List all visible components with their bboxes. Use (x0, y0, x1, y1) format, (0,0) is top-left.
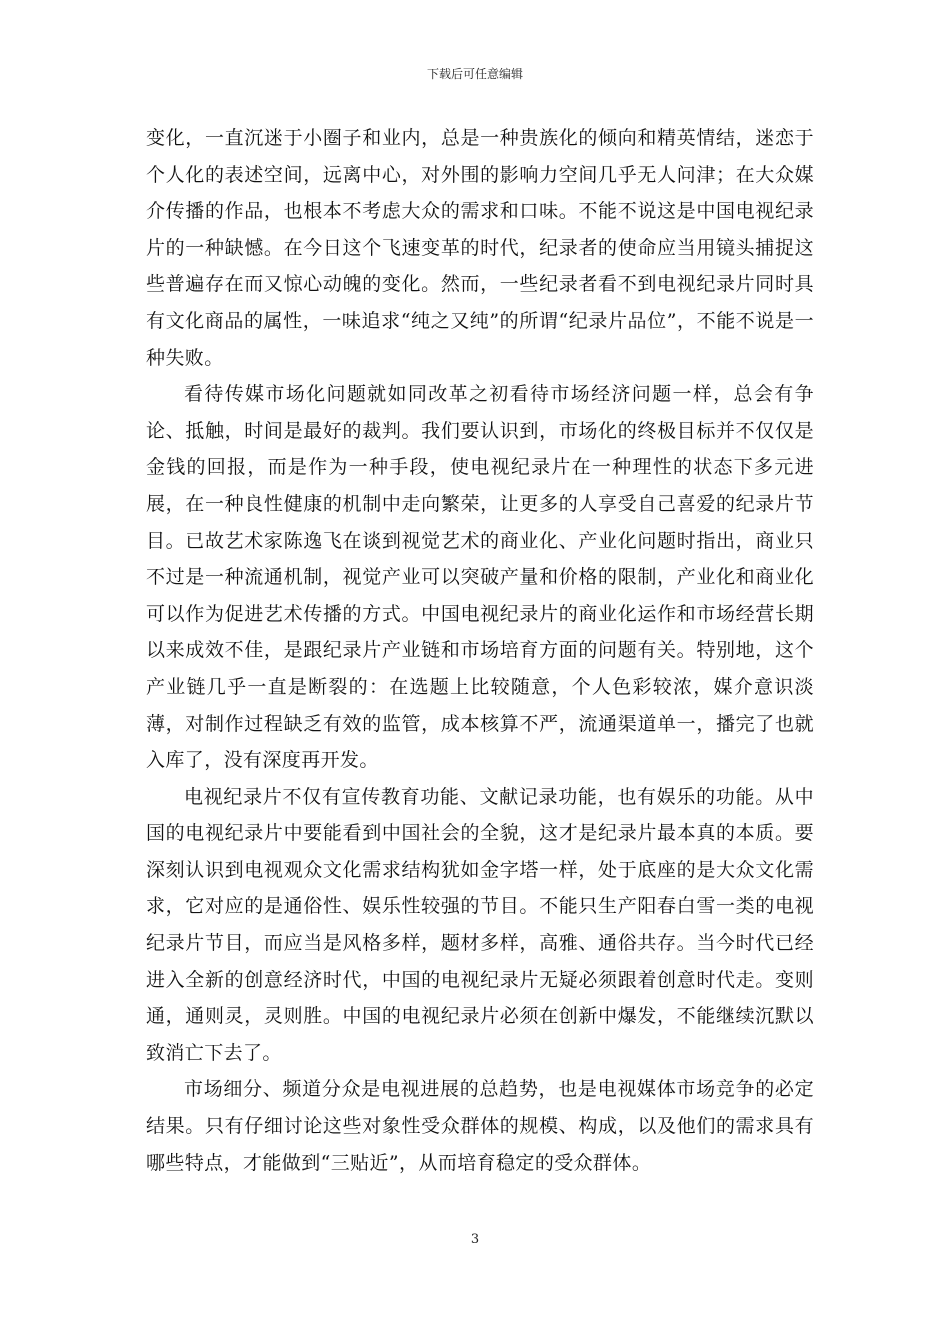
paragraph-4: 市场细分、频道分众是电视进展的总趋势，也是电视媒体市场竞争的必定结果。只有仔细讨论这些对象性受众群体的规模、构成，以及他们的需求具有哪些特点，才能做到“三贴近”，从而培育稳定的受众群体。 (146, 1078, 814, 1174)
paragraph-2: 看待传媒市场化问题就如同改革之初看待市场经济问题一样，总会有争论、抵触，时间是最好的裁判。我们要认识到，市场化的终极目标并不仅仅是金钱的回报，而是作为一种手段，使电视纪录片在一种理性的状态下多元进展，在一种良性健康的机制中走向繁荣，让更多的人享受自己喜爱的纪录片节目。已故艺术家陈逸飞在谈到视觉艺术的商业化、产业化问题时指出，商业只不过是一种流通机制，视觉产业可以突破产量和价格的限制，产业化和商业化可以作为促进艺术传播的方式。中国电视纪录片的商业化运作和市场经营长期以来成效不佳，是跟纪录片产业链和市场培育方面的问题有关。特别地，这个产业链几乎一直是断裂的：在选题上比较随意，个人色彩较浓，媒介意识淡薄，对制作过程缺乏有效的监管，成本核算不严，流通渠道单一，播完了也就入库了，没有深度再开发。 (146, 383, 814, 772)
page-number: 3 (470, 1232, 480, 1247)
paragraph-1: 变化，一直沉迷于小圈子和业内，总是一种贵族化的倾向和精英情结，迷恋于个人化的表述空间，远离中心，对外围的影响力空间几乎无人问津；在大众媒介传播的作品，也根本不考虑大众的需求和口味。不能不说这是中国电视纪录片的一种缺憾。在今日这个飞速变革的时代，纪录者的使命应当用镜头捕捉这些普遍存在而又惊心动魄的变化。然而，一些纪录者看不到电视纪录片同时具有文化商品的属性，一味追求“纯之又纯”的所谓“纪录片品位”，不能不说是一种失败。 (146, 127, 814, 369)
page-header: 下载后可任意编辑 (426, 67, 523, 81)
paragraph-3: 电视纪录片不仅有宣传教育功能、文献记录功能，也有娱乐的功能。从中国的电视纪录片中要能看到中国社会的全貌，这才是纪录片最本真的本质。要深刻认识到电视观众文化需求结构犹如金字塔一样，处于底座的是大众文化需求，它对应的是通俗性、娱乐性较强的节目。不能只生产阳春白雪一类的电视纪录片节目，而应当是风格多样，题材多样，高雅、通俗共存。当今时代已经进入全新的创意经济时代，中国的电视纪录片无疑必须跟着创意时代走。变则通，通则灵，灵则胜。中国的电视纪录片必须在创新中爆发，不能继续沉默以致消亡下去了。 (146, 785, 814, 1064)
document-body (146, 120, 814, 1181)
